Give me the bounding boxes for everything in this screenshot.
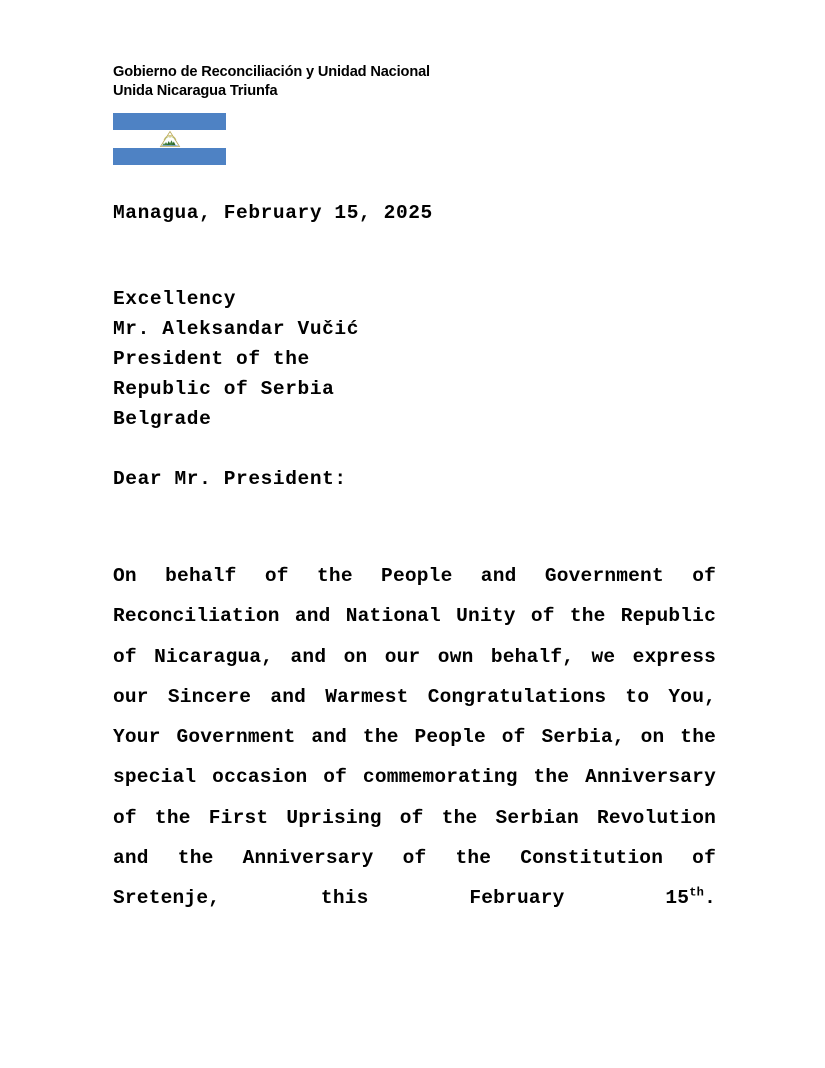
flag-band-top <box>113 113 226 130</box>
letterhead <box>113 63 713 101</box>
date-line: Managua, February 15, 2025 <box>113 202 433 224</box>
addressee-line-name: Mr. Aleksandar Vučić <box>113 318 360 340</box>
flag-band-bottom <box>113 148 226 165</box>
addressee-block <box>113 284 716 434</box>
body-end-punctuation: . <box>704 887 716 910</box>
letter-content <box>113 200 716 959</box>
addressee-line-city: Belgrade <box>113 408 212 430</box>
salutation: Dear Mr. President: <box>113 468 347 490</box>
letterhead-line-2: Unida Nicaragua Triunfa <box>113 83 278 99</box>
body-text: On behalf of the People and Government of Reconciliation and National Unity of the Republic of Nicaragua, and on our own behalf, we express our Sincere and Warmest Congratulations to You, Your Government and the People of Serbia, on the special occasion of commemorating the Anniversary of the First Uprising of the Serbian Revolution and the Anniversary of the Constitution of Sretenje, this February 15 <box>113 565 716 910</box>
addressee-line-excellency: Excellency <box>113 288 237 310</box>
addressee-line-country: Republic of Serbia <box>113 378 335 400</box>
letter-body-paragraph <box>113 556 716 959</box>
ordinal-suffix: th <box>689 885 705 900</box>
nicaragua-coat-of-arms-icon <box>159 130 181 148</box>
addressee-line-title: President of the <box>113 348 310 370</box>
letterhead-line-1: Gobierno de Reconciliación y Unidad Nacional <box>113 64 430 80</box>
nicaragua-flag-icon <box>113 113 226 165</box>
flag-band-middle <box>113 130 226 147</box>
